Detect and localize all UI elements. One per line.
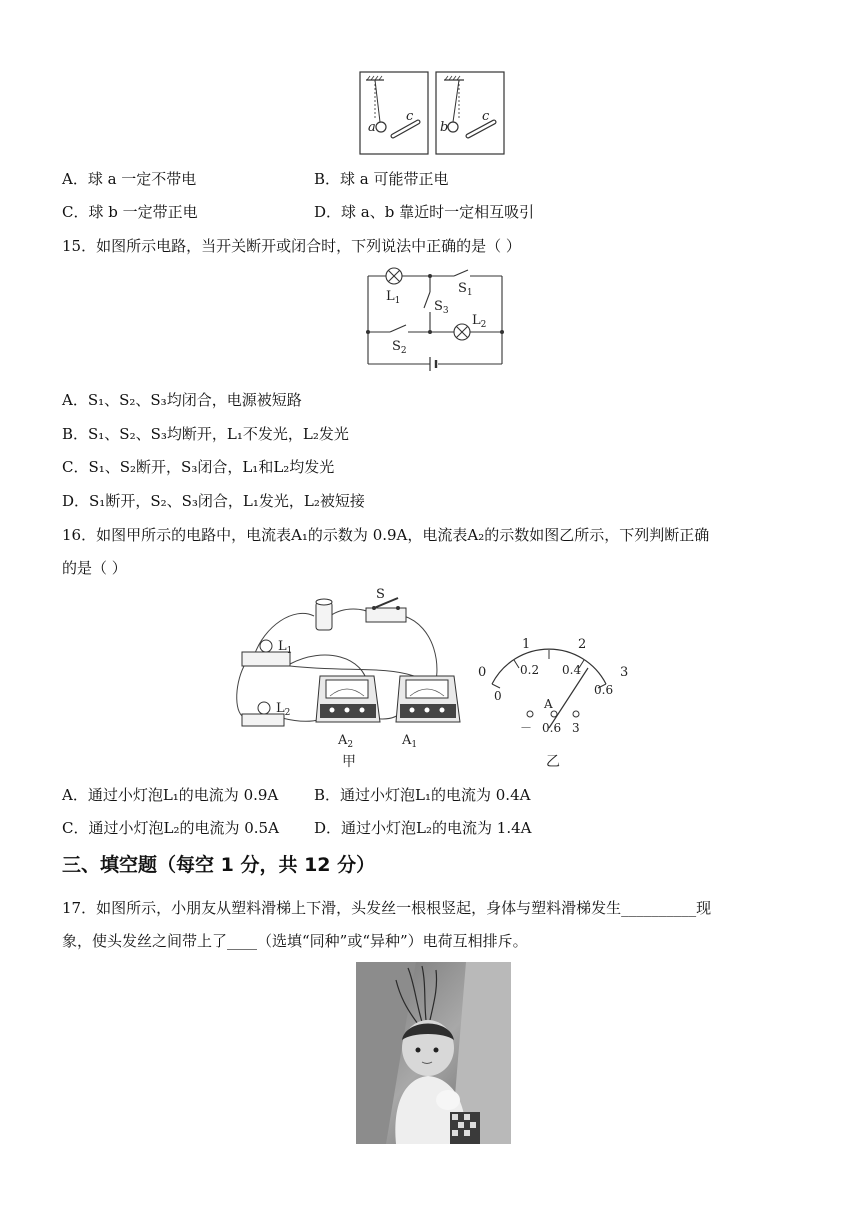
svg-text:A1 bbox=[401, 733, 417, 750]
q17-line2: 象，使头发丝之间带上了____（选填“同种”或“异种”）电荷互相排斥。 bbox=[62, 932, 528, 950]
q16-label-a1-sub: 1 bbox=[411, 740, 418, 750]
svg-text:L2 bbox=[276, 701, 290, 718]
svg-text:S2 bbox=[392, 339, 407, 356]
q15-label-s3-sub: 3 bbox=[442, 306, 449, 316]
q16-figure-yi-ammeter-dial bbox=[474, 628, 634, 770]
q16-label-a1: A bbox=[402, 733, 412, 748]
q16-label-l2: L bbox=[276, 701, 285, 716]
q15-option-a: A．S₁、S₂、S₃均闭合，电源被短路 bbox=[62, 391, 302, 409]
q16-label-a2: A bbox=[338, 733, 348, 748]
q14-option-b: B．球 a 可能带正电 bbox=[314, 170, 449, 188]
q16-label-yi: 乙 bbox=[546, 754, 560, 770]
q14-option-c: C．球 b 一定带正电 bbox=[62, 203, 198, 221]
q17-line1: 17．如图所示，小朋友从塑料滑梯上下滑，头发丝一根根竖起，身体与塑料滑梯发生__________现 bbox=[62, 899, 712, 917]
section-3-title: 三、填空题（每空 1 分，共 12 分） bbox=[62, 854, 376, 876]
q16-label-s: S bbox=[376, 587, 385, 602]
dial-top-1: 1 bbox=[522, 637, 531, 652]
q16-stem-line1: 16．如图甲所示的电路中，电流表A₁的示数为 0.9A，电流表A₂的示数如图乙所示，下列判断正确 bbox=[62, 526, 710, 544]
q16-stem-line2: 的是（ ） bbox=[62, 559, 127, 577]
svg-text:L1 bbox=[386, 289, 400, 306]
q15-label-l1-sub: 1 bbox=[394, 296, 401, 306]
dial-terminal-minus: － bbox=[520, 721, 533, 735]
dial-needle bbox=[549, 668, 588, 728]
q14-figure bbox=[358, 70, 518, 156]
q15-label-s2-sub: 2 bbox=[400, 346, 407, 356]
q16-option-a: A．通过小灯泡L₁的电流为 0.9A bbox=[62, 786, 279, 804]
q14-label-c2: c bbox=[482, 109, 490, 124]
q14-label-c1: c bbox=[406, 109, 414, 124]
q15-label-l2: L bbox=[472, 313, 481, 328]
q16-figure-jia bbox=[234, 586, 474, 770]
q16-option-b: B．通过小灯泡L₁的电流为 0.4A bbox=[314, 786, 531, 804]
q15-label-s3: S bbox=[434, 299, 443, 314]
svg-text:L1 bbox=[278, 639, 292, 656]
q16-label-jia: 甲 bbox=[342, 754, 356, 770]
dial-top-2: 2 bbox=[578, 637, 587, 652]
dial-meter-a: A bbox=[544, 697, 553, 711]
q15-option-d: D．S₁断开，S₂、S₃闭合，L₁发光，L₂被短接 bbox=[62, 492, 365, 510]
q16-label-a2-sub: 2 bbox=[347, 740, 354, 750]
svg-text:S1 bbox=[458, 281, 473, 298]
q15-label-s1: S bbox=[458, 281, 467, 296]
dial-bottom-04: 0.4 bbox=[562, 663, 582, 677]
q14-label-b: b bbox=[440, 120, 449, 135]
dial-terminal-3: 3 bbox=[572, 721, 580, 735]
dial-bottom-06: 0.6 bbox=[594, 683, 614, 697]
svg-text:S3 bbox=[434, 299, 449, 316]
q15-label-s2: S bbox=[392, 339, 401, 354]
q16-label-l2-sub: 2 bbox=[284, 708, 291, 718]
q14-option-d: D．球 a、b 靠近时一定相互吸引 bbox=[314, 203, 535, 221]
dial-top-0: 0 bbox=[478, 665, 487, 680]
dial-bottom-02: 0.2 bbox=[520, 663, 540, 677]
q14-label-a: a bbox=[368, 120, 376, 135]
q14-option-a: A．球 a 一定不带电 bbox=[62, 170, 197, 188]
q15-circuit-diagram bbox=[362, 262, 510, 374]
svg-text:A2 bbox=[337, 733, 353, 750]
q15-option-b: B．S₁、S₂、S₃均断开，L₁不发光，L₂发光 bbox=[62, 425, 349, 443]
q15-label-l2-sub: 2 bbox=[480, 320, 487, 330]
q15-option-c: C．S₁、S₂断开，S₃闭合，L₁和L₂均发光 bbox=[62, 458, 335, 476]
dial-terminal-06: 0.6 bbox=[542, 721, 562, 735]
q16-label-l1-sub: 1 bbox=[286, 646, 293, 656]
q17-photo-child-on-slide bbox=[356, 962, 511, 1144]
svg-text:L2 bbox=[472, 313, 486, 330]
q15-label-l1: L bbox=[386, 289, 395, 304]
dial-bottom-0: 0 bbox=[494, 689, 502, 703]
q16-option-c: C．通过小灯泡L₂的电流为 0.5A bbox=[62, 819, 279, 837]
q15-label-s1-sub: 1 bbox=[466, 288, 473, 298]
q16-label-l1: L bbox=[278, 639, 287, 654]
dial-top-3: 3 bbox=[620, 665, 629, 680]
q15-stem: 15．如图所示电路，当开关断开或闭合时，下列说法中正确的是（ ） bbox=[62, 237, 521, 255]
q16-option-d: D．通过小灯泡L₂的电流为 1.4A bbox=[314, 819, 532, 837]
